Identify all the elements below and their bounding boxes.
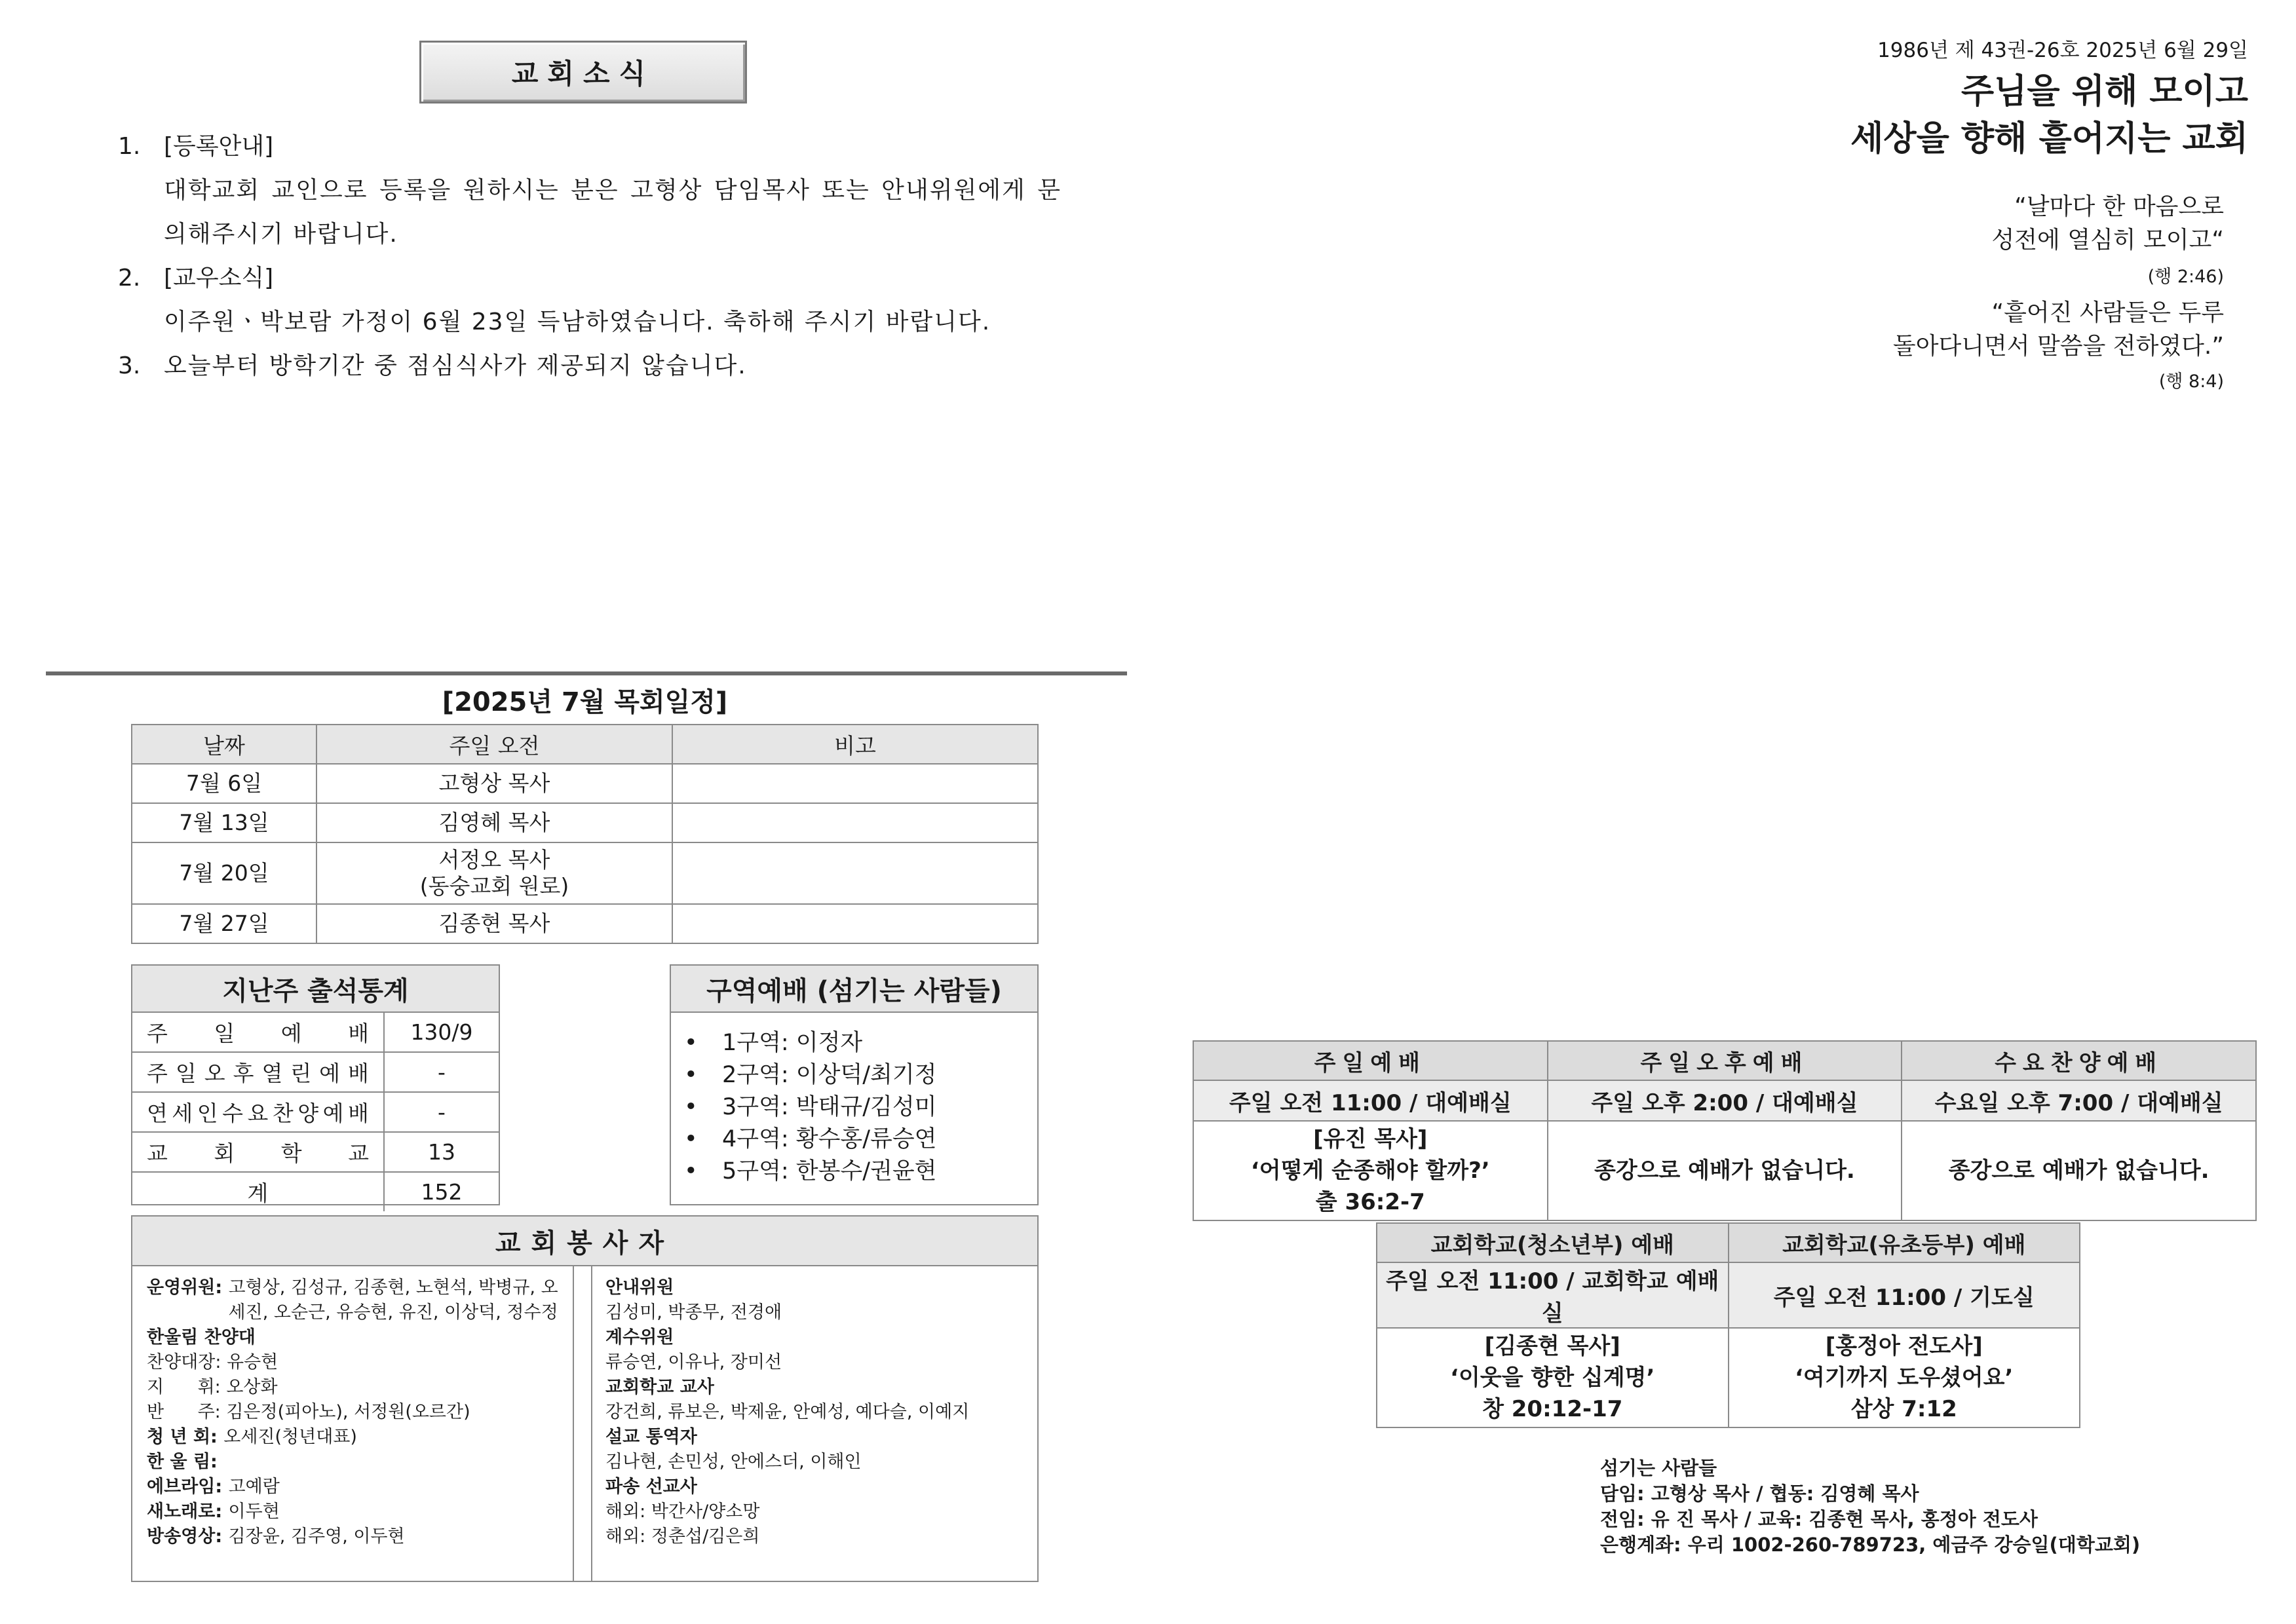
sermon-title: ‘이웃을 향한 십계명’ (1450, 1365, 1655, 1391)
table-row (132, 842, 1038, 904)
attendance-box (131, 964, 500, 1205)
district-box (670, 964, 1039, 1205)
servant-names: 오상화 (226, 1377, 278, 1397)
worship-message-row (1193, 1121, 2256, 1220)
servant-group-heading: 교회학교 교사 (605, 1377, 714, 1397)
worship-message (1193, 1121, 1548, 1220)
table-row (132, 803, 1038, 842)
schedule-preacher: 고형상 목사 (316, 764, 672, 803)
schedule-header-cell: 주일 오전 (316, 725, 672, 764)
servants-box (131, 1215, 1039, 1582)
news-list (118, 124, 1062, 388)
sermon-scripture: 삼상 7:12 (1850, 1396, 1957, 1422)
list-item: • 5구역: 한봉수/권윤현 (684, 1156, 1037, 1188)
attendance-value: - (438, 1099, 446, 1125)
worship-time: 주일 오후 2:00 / 대예배실 (1548, 1080, 1902, 1121)
servant-role: 운영위원: (147, 1277, 229, 1298)
verse-reference: (행 8:4) (2158, 371, 2224, 392)
schedule-date: 7월 6일 (132, 764, 316, 803)
servant-names: 김장윤, 김주영, 이두현 (228, 1526, 405, 1547)
attendance-label (132, 1093, 385, 1131)
sermon-title: ‘여기까지 도우셨어요’ (1795, 1365, 2014, 1391)
servants-right-column (605, 1275, 1025, 1549)
worship-time-row (1377, 1262, 2080, 1328)
servant-names: 강건희, 류보은, 박제윤, 안예성, 예다슬, 이예지 (605, 1402, 970, 1422)
news-item (118, 344, 1062, 388)
news-item-text: 이주원ㆍ박보람 가정이 6월 23일 득남하였습니다. 축하해 주시기 바랍니다. (164, 309, 991, 335)
verse-line: 성전에 열심히 모이고“ (1991, 227, 2224, 254)
servant-names: 류승연, 이유나, 장미선 (605, 1352, 782, 1372)
table-row (132, 1053, 499, 1093)
sermon-title: ‘어떻게 순종해야 할까?’ (1250, 1158, 1490, 1184)
sermon-scripture: 출 36:2-7 (1315, 1189, 1425, 1215)
schedule-note (672, 842, 1038, 904)
servant-names: 해외: 정춘섭/김은희 (605, 1526, 760, 1547)
schedule-preacher-affiliation: (동숭교회 원로) (419, 873, 569, 899)
schedule-date: 7월 20일 (132, 842, 316, 904)
schedule-header-cell: 비고 (672, 725, 1038, 764)
attendance-label-text: 주 일 오 후 열 린 예 배 (147, 1061, 369, 1086)
attendance-label-text: 주 일 예 배 (147, 1021, 369, 1046)
attendance-title: 지난주 출석통계 (132, 966, 499, 1013)
worship-name: 주일오후예배 (1548, 1041, 1902, 1080)
worship-time: 주일 오전 11:00 / 기도실 (1729, 1262, 2080, 1328)
servant-group-heading: 설교 통역자 (605, 1427, 697, 1447)
staff-info (1600, 1456, 2140, 1558)
news-item-heading: [교우소식] (164, 265, 274, 292)
table-row (132, 1173, 499, 1211)
schedule-preacher: 김영혜 목사 (316, 803, 672, 842)
worship-message (1377, 1328, 1729, 1427)
verse-reference: (행 2:46) (2147, 267, 2224, 287)
list-item: • 1구역: 이정자 (684, 1027, 1037, 1059)
news-item (118, 124, 1062, 256)
servants-left-column (147, 1275, 566, 1549)
servant-names: 고형상, 김성규, 김종현, 노현석, 박병규, 오세진, 오순근, 유승현, 유진, 이상덕, 정수정 (228, 1277, 558, 1323)
sermon-preacher: [김종현 목사] (1484, 1333, 1620, 1359)
servant-role: 새노래로: (147, 1501, 229, 1522)
servant-group-heading: 안내위원 (605, 1277, 674, 1298)
schedule-note (672, 803, 1038, 842)
attendance-value: 13 (428, 1139, 455, 1165)
attendance-label (132, 1133, 385, 1171)
servant-names (223, 1450, 566, 1475)
worship-name: 주일예배 (1193, 1041, 1548, 1080)
schedule-header-cell: 날짜 (132, 725, 316, 764)
news-title: 교회소식 (419, 41, 747, 104)
worship-header-row (1193, 1041, 2256, 1080)
attendance-label (132, 1053, 385, 1091)
servant-group-heading: 파송 선교사 (605, 1477, 697, 1497)
worship-name: 교회학교(청소년부) 예배 (1377, 1223, 1729, 1262)
sermon-preacher: [유진 목사] (1313, 1126, 1428, 1152)
attendance-value: 152 (421, 1179, 463, 1205)
bible-verse (1893, 296, 2224, 363)
verse-line: “날마다 한 마음으로 (2014, 193, 2224, 220)
district-list (671, 1013, 1037, 1188)
news-item (118, 256, 1062, 344)
district-title: 구역예배 (섬기는 사람들) (671, 966, 1037, 1013)
staff-title: 섬기는 사람들 (1600, 1457, 1717, 1479)
schedule-title: [2025년 7월 목회일정] (442, 687, 728, 717)
verse-line: 돌아다니면서 말씀을 전하였다.” (1892, 333, 2224, 360)
schedule-note (672, 764, 1038, 803)
bible-verse (1991, 190, 2224, 257)
schedule-preacher: 서정오 목사 (438, 847, 550, 873)
schedule-preacher-cell (316, 842, 672, 904)
attendance-label-text: 교 회 학 교 (147, 1141, 369, 1166)
servant-role: 지 휘: (147, 1377, 227, 1397)
worship-time: 주일 오전 11:00 / 교회학교 예배실 (1377, 1262, 1729, 1328)
news-item-number: 2. (118, 265, 141, 292)
list-item: • 4구역: 황수홍/류승연 (684, 1124, 1037, 1156)
church-motto (1850, 68, 2248, 162)
motto-line: 주님을 위해 모이고 (1961, 72, 2248, 111)
servant-names: 해외: 박간사/양소망 (605, 1501, 760, 1522)
sermon-preacher: [홍정아 전도사] (1825, 1333, 1983, 1359)
attendance-label-text: 계 (247, 1180, 269, 1206)
worship-time: 주일 오전 11:00 / 대예배실 (1193, 1080, 1548, 1121)
staff-line: 전임: 유 진 목사 / 교육: 김종현 목사, 홍정아 전도사 (1600, 1508, 2038, 1530)
worship-name: 수요찬양예배 (1902, 1041, 2256, 1080)
news-item-text: 대학교회 교인으로 등록을 원하시는 분은 고형상 담임목사 또는 안내위원에게 문의해주시기 바랍니다. (164, 177, 1062, 248)
servant-names: 김은정(피아노), 서정원(오르간) (226, 1402, 470, 1422)
servant-role: 에브라임: (147, 1477, 229, 1497)
worship-message: 종강으로 예배가 없습니다. (1548, 1121, 1902, 1220)
servant-names: 유승현 (227, 1352, 278, 1372)
worship-time: 수요일 오후 7:00 / 대예배실 (1902, 1080, 2256, 1121)
servant-role: 방송영상: (147, 1526, 229, 1547)
list-item: • 3구역: 박태규/김성미 (684, 1091, 1037, 1124)
schedule-header-row (132, 725, 1038, 764)
worship-message (1729, 1328, 2080, 1427)
schedule-date: 7월 27일 (132, 904, 316, 943)
column-divider (591, 1266, 592, 1582)
staff-line: 담임: 고형상 목사 / 협동: 김영혜 목사 (1600, 1482, 1919, 1505)
table-row (132, 1093, 499, 1133)
servants-title: 교회봉사자 (132, 1217, 1037, 1266)
table-row (132, 1013, 499, 1053)
servant-group-heading: 계수위원 (605, 1327, 674, 1348)
servant-role: 청 년 회: (147, 1427, 224, 1447)
servant-names: 오세진(청년대표) (223, 1427, 357, 1447)
school-worship-table (1376, 1222, 2080, 1428)
worship-name: 교회학교(유초등부) 예배 (1729, 1223, 2080, 1262)
schedule-date: 7월 13일 (132, 803, 316, 842)
attendance-value: 130/9 (410, 1019, 473, 1045)
news-item-text: 오늘부터 방학기간 중 점심식사가 제공되지 않습니다. (164, 352, 747, 379)
publication-info: 1986년 제 43권-26호 2025년 6월 29일 (1877, 39, 2248, 62)
servant-names: 고예람 (228, 1477, 280, 1497)
worship-message-row (1377, 1328, 2080, 1427)
table-row (132, 764, 1038, 803)
servant-names: 이두현 (228, 1501, 280, 1522)
attendance-value: - (438, 1059, 446, 1085)
worship-message: 종강으로 예배가 없습니다. (1902, 1121, 2256, 1220)
column-divider (573, 1266, 574, 1582)
news-item-number: 1. (118, 133, 141, 160)
servant-names: 김나현, 손민성, 안에스더, 이해인 (605, 1452, 862, 1472)
bank-account: 은행계좌: 우리 1002-260-789723, 예금주 강승일(대학교회) (1600, 1534, 2141, 1556)
schedule-note (672, 904, 1038, 943)
verse-line: “흩어진 사람들은 두루 (1991, 299, 2224, 326)
servant-group-heading: 한울림 찬양대 (147, 1327, 256, 1348)
news-item-number: 3. (118, 352, 141, 379)
worship-header-row (1377, 1223, 2080, 1262)
motto-line: 세상을 향해 흩어지는 교회 (1850, 119, 2248, 159)
servant-role: 찬양대장: (147, 1352, 227, 1372)
servant-names: 김성미, 박종무, 전경애 (605, 1302, 782, 1323)
news-item-heading: [등록안내] (164, 133, 274, 160)
section-divider (46, 671, 1127, 675)
schedule-preacher: 김종현 목사 (316, 904, 672, 943)
table-row (132, 904, 1038, 943)
attendance-label (132, 1173, 385, 1211)
attendance-label-text: 연 세 인 수 요 찬 양 예 배 (147, 1101, 369, 1126)
servant-role: 반 주: (147, 1402, 227, 1422)
sermon-scripture: 창 20:12-17 (1482, 1396, 1623, 1422)
list-item: • 2구역: 이상덕/최기정 (684, 1059, 1037, 1091)
worship-table (1193, 1040, 2257, 1221)
attendance-label (132, 1013, 385, 1051)
schedule-table (131, 724, 1039, 944)
table-row (132, 1133, 499, 1173)
worship-time-row (1193, 1080, 2256, 1121)
servant-role: 한 울 림: (147, 1452, 224, 1472)
